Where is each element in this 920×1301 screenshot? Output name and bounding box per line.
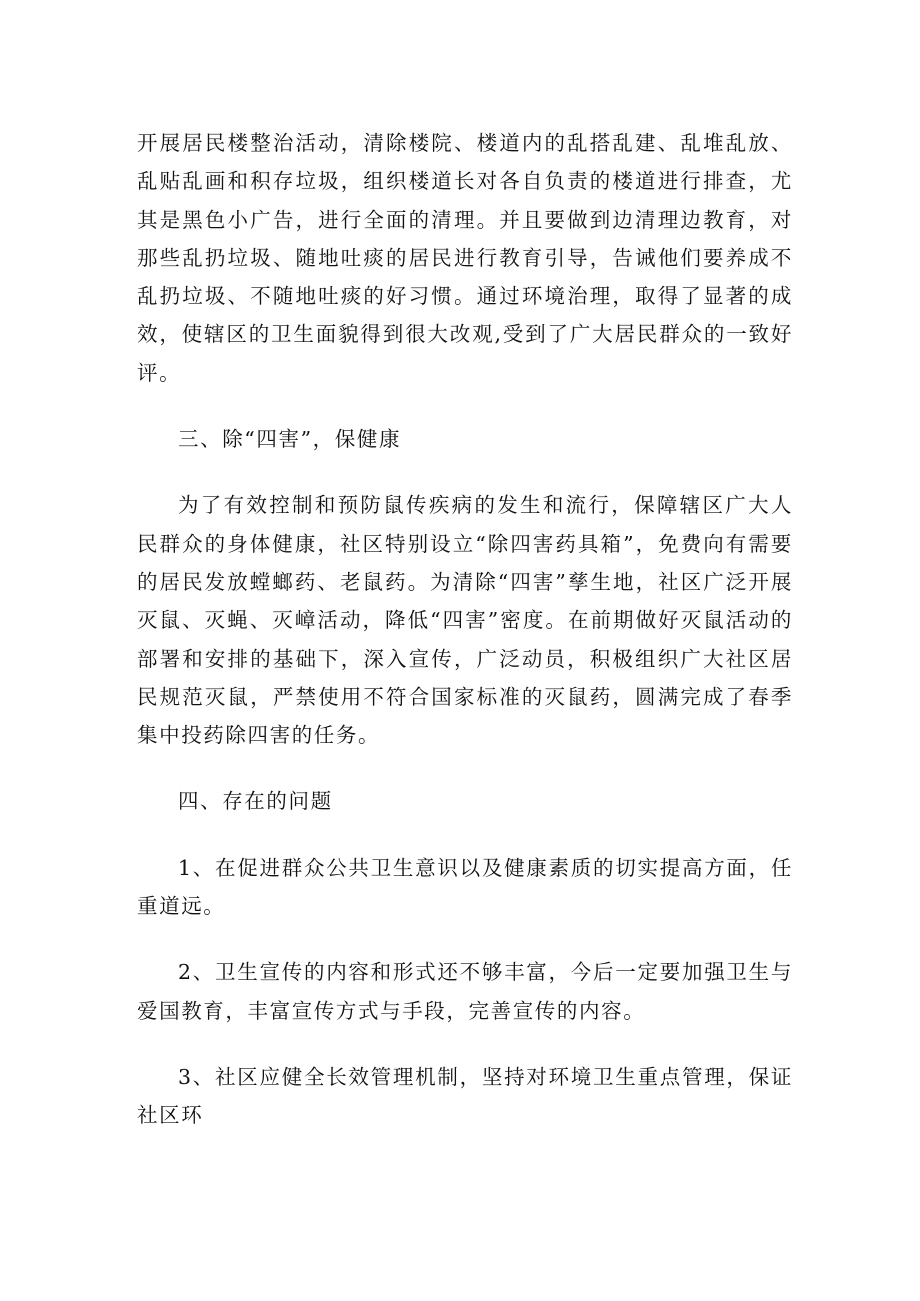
problem-item-1: 1、在促进群众公共卫生意识以及健康素质的切实提高方面，任重道远。 <box>137 855 793 919</box>
problem-item-2: 2、卫生宣传的内容和形式还不够丰富，今后一定要加强卫生与爱国教育，丰富宣传方式与手段，完善宣传的内容。 <box>137 960 793 1023</box>
section-heading-pest-control: 三、除“四害”，保健康 <box>178 427 402 452</box>
section-heading-problems: 四、存在的问题 <box>178 789 333 814</box>
paragraph-pest-control: 为了有效控制和预防鼠传疾病的发生和流行，保障辖区广大人民群众的身体健康，社区特别设立“除四害药具箱”，免费向有需要的居民发放螳螂药、老鼠药。为清除“四害”孳生地，社区广泛开展灭鼠、灭蝇、灭嶂活动，降低“四害”密度。在前期做好灭鼠活动的部署和安排的基础下，深入宣传，广泛动员，积极组织广大社区居民规范灭鼠，严禁使用不符合国家标准的灭鼠药，圆满完成了春季集中投药除四害的任务。 <box>137 493 793 748</box>
document-body <box>137 124 793 1135</box>
problem-item-3: 3、社区应健全长效管理机制，坚持对环境卫生重点管理，保证社区环 <box>137 1064 793 1128</box>
paragraph-environment-cleanup: 开展居民楼整治活动，清除楼院、楼道内的乱搭乱建、乱堆乱放、乱贴乱画和积存垃圾，组织楼道长对各自负责的楼道进行排查，尤其是黑色小广告，进行全面的清理。并且要做到边清理边教育，对那些乱扔垃圾、随地吐痰的居民进行教育引导，告诫他们要养成不乱扔垃圾、不随地吐痰的好习惯。通过环境治理，取得了显著的成效，使辖区的卫生面貌得到很大改观,受到了广大居民群众的一致好评。 <box>137 131 793 385</box>
